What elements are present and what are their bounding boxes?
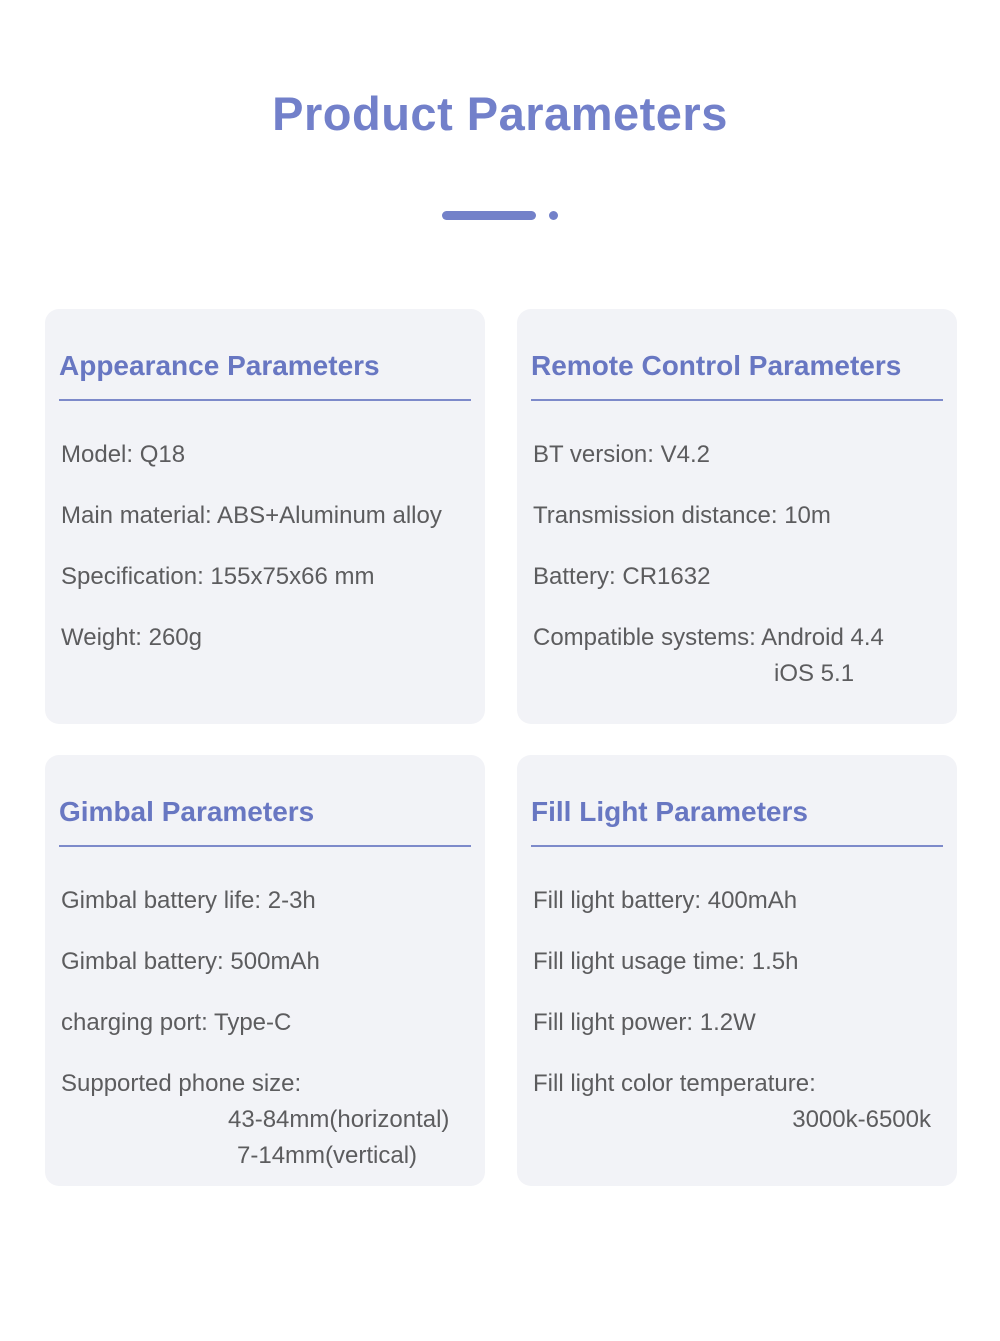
spec-item-bt-version: BT version: V4.2 bbox=[533, 441, 710, 468]
card-gimbal-parameters bbox=[45, 755, 485, 1186]
spec-item-model: Model: Q18 bbox=[61, 441, 186, 468]
card-appearance-parameters bbox=[45, 309, 485, 724]
page-title: Product Parameters bbox=[272, 87, 728, 140]
spec-item-phone-size-vertical: 7-14mm(vertical) bbox=[237, 1142, 418, 1169]
spec-item-transmission-distance: Transmission distance: 10m bbox=[533, 502, 831, 529]
title-divider bbox=[0, 211, 1000, 220]
spec-item-supported-phone-size: Supported phone size: bbox=[61, 1070, 302, 1097]
spec-item-compatible-systems: Compatible systems: Android 4.4 bbox=[533, 624, 884, 651]
card-title-underline bbox=[531, 845, 943, 847]
spec-item-specification: Specification: 155x75x66 mm bbox=[61, 563, 375, 590]
spec-item-weight: Weight: 260g bbox=[61, 624, 202, 651]
spec-list bbox=[59, 885, 471, 1172]
card-title-underline bbox=[531, 399, 943, 401]
spec-item-gimbal-battery: Gimbal battery: 500mAh bbox=[61, 948, 320, 975]
spec-item-fill-light-power: Fill light power: 1.2W bbox=[533, 1009, 756, 1036]
spec-item-fill-light-battery: Fill light battery: 400mAh bbox=[533, 887, 798, 914]
spec-item-battery: Battery: CR1632 bbox=[533, 563, 711, 590]
card-fill-light-parameters bbox=[517, 755, 957, 1186]
card-title: Gimbal Parameters bbox=[59, 796, 315, 827]
spec-list bbox=[59, 439, 471, 654]
spec-item-fill-light-usage-time: Fill light usage time: 1.5h bbox=[533, 948, 799, 975]
divider-line-icon bbox=[442, 211, 536, 220]
spec-list bbox=[531, 439, 943, 690]
card-title: Fill Light Parameters bbox=[531, 796, 808, 827]
card-title-underline bbox=[59, 399, 471, 401]
spec-item-fill-light-color-temperature: Fill light color temperature: bbox=[533, 1070, 816, 1097]
divider-dot-icon bbox=[549, 211, 558, 220]
card-title: Remote Control Parameters bbox=[531, 350, 902, 381]
spec-item-charging-port: charging port: Type-C bbox=[61, 1009, 292, 1036]
card-title-underline bbox=[59, 845, 471, 847]
spec-item-gimbal-battery-life: Gimbal battery life: 2-3h bbox=[61, 887, 316, 914]
spec-item-phone-size-horizontal: 43-84mm(horizontal) bbox=[228, 1106, 450, 1133]
parameter-cards-grid bbox=[45, 309, 957, 1186]
spec-item-color-temperature-range: 3000k-6500k bbox=[792, 1106, 931, 1133]
card-title: Appearance Parameters bbox=[59, 350, 380, 381]
card-remote-control-parameters bbox=[517, 309, 957, 724]
spec-item-material: Main material: ABS+Aluminum alloy bbox=[61, 502, 442, 529]
spec-item-compatible-systems-cont: iOS 5.1 bbox=[774, 660, 855, 687]
spec-list bbox=[531, 885, 943, 1136]
